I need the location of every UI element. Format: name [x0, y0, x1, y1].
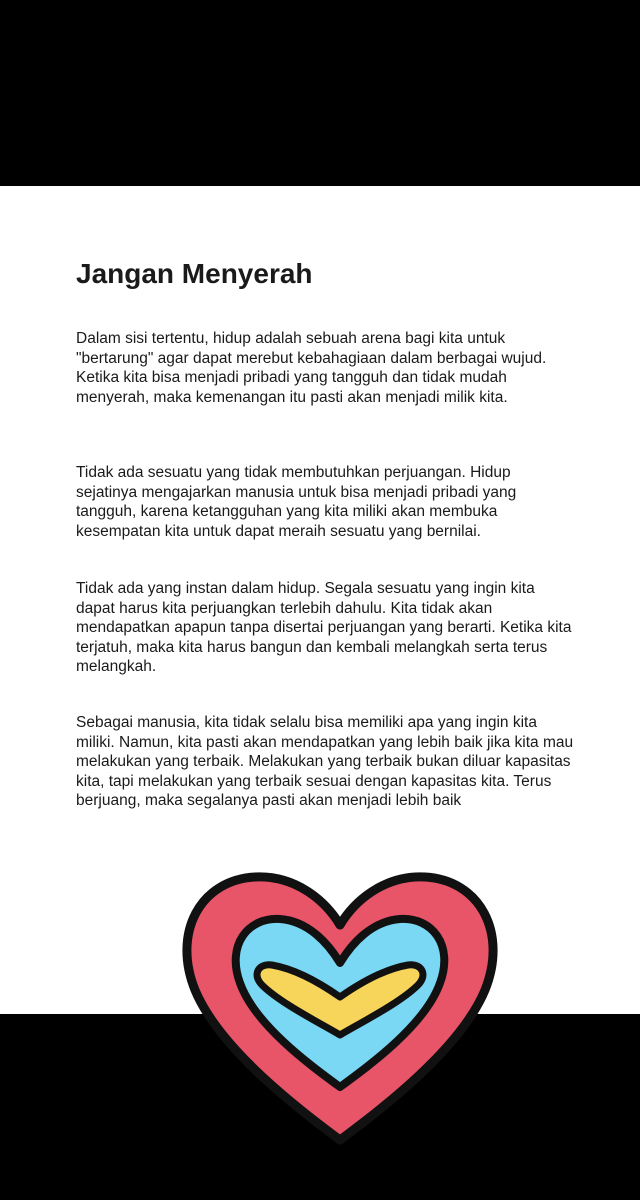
paragraph-4: Sebagai manusia, kita tidak selalu bisa memiliki apa yang ingin kita miliki. Namun, kita pasti akan mendapatkan yang lebih baik jika kita mau melakukan yang terbaik. Melakukan yang terbaik bukan diluar kapasitas kita, tapi melakukan yang terbaik sesuai dengan kapasitas kita. Terus berjuang, maka segalanya pasti akan menjadi lebih baik — [76, 714, 574, 809]
article-title: Jangan Menyerah — [76, 258, 313, 289]
paragraph-3: Tidak ada yang instan dalam hidup. Segala sesuatu yang ingin kita dapat harus kita perjuangkan terlebih dahulu. Kita tidak akan mendapatkan apapun tanpa disertai perjuangan yang berarti. Ketika kita terjatuh, maka kita harus bangun dan kembali melangkah serta terus melangkah. — [76, 580, 572, 675]
top-letterbox-bar — [0, 0, 640, 186]
heart-icon — [160, 855, 520, 1155]
paragraph-1: Dalam sisi tertentu, hidup adalah sebuah arena bagi kita untuk "bertarung" agar dapat merebut kebahagiaan dalam berbagai wujud. Ketika kita bisa menjadi pribadi yang tangguh dan tidak mudah menyerah, maka kemenangan itu pasti akan menjadi milik kita. — [76, 330, 547, 406]
paragraph-2: Tidak ada sesuatu yang tidak membutuhkan perjuangan. Hidup sejatinya mengajarkan manusia untuk bisa menjadi pribadi yang tangguh, karena ketangguhan yang kita miliki akan membuka kesempatan kita untuk dapat meraih sesuatu yang bernilai. — [76, 464, 517, 540]
